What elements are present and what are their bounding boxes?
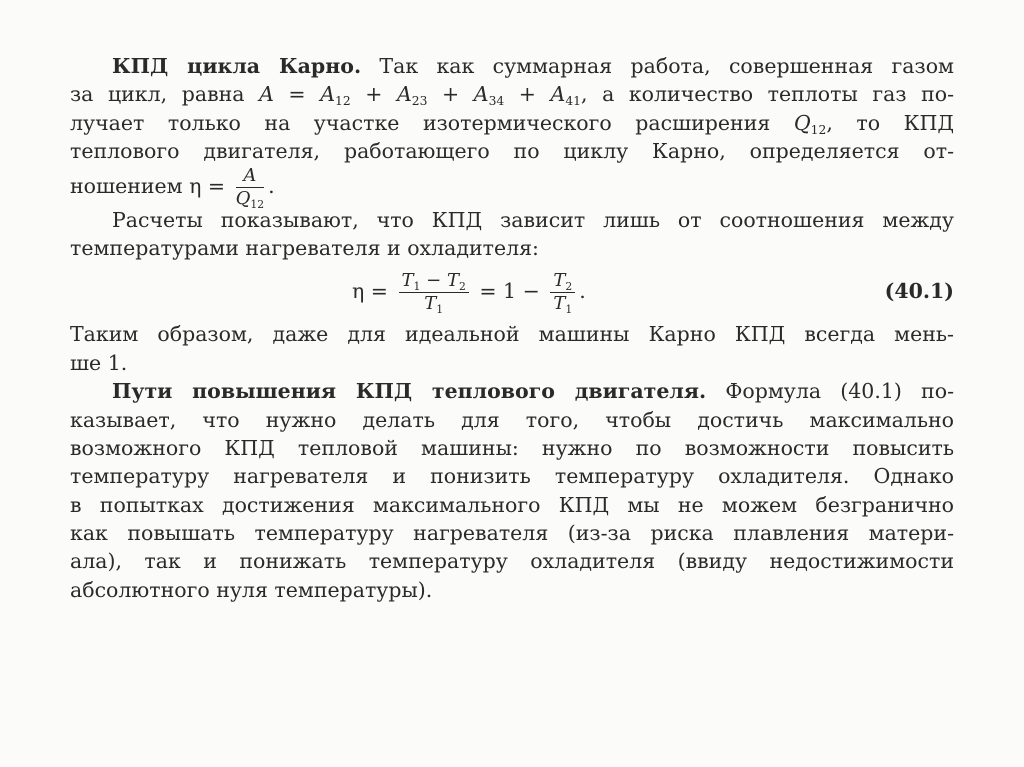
p4-line-6: как повышать температуру нагревателя (из-за риска плавления матери- [70, 521, 954, 546]
efficiency-fraction: $\frac{A}{Q_{12}}$ [235, 164, 265, 211]
text-column [70, 52, 954, 604]
p4-line-2: казывает, что нужно делать для того, чтобы достичь максимально [70, 407, 954, 432]
p4-line-8: абсолютного нуля температуры). [70, 577, 433, 602]
heat-q12: Q [793, 110, 811, 135]
p4-heading: Пути повышения КПД теплового двигателя. [112, 379, 707, 404]
p4-line-1: Пути повышения КПД теплового двигателя. Формула (40.1) по- [112, 379, 954, 404]
fraction-t2-over-t1: $\frac{T_2}{T_1}$ [550, 271, 575, 314]
p3-line-1: Таким образом, даже для идеальной машины Карно КПД всегда мень- [70, 322, 954, 347]
equation-number: (40.1) [884, 279, 954, 304]
work-formula: $A = A_{12} + A_{23} + A_{34} + A_{41}$ [259, 82, 581, 109]
p1-line-3: лучает только на участке изотермического расширения $Q_{12}$, то КПД [70, 110, 954, 137]
p4-line-4: температуру нагревателя и понизить температуру охладителя. Однако [70, 464, 954, 489]
p1-line-2: за цикл, равна $A = A_{12} + A_{23} + A_{34} + A_{41}$, а количество теплоты газ по- [70, 82, 955, 109]
p3-line-2: ше 1. [70, 350, 128, 375]
p1-line-1: КПД цикла Карно. Так как суммарная работа, совершенная газом [112, 54, 954, 78]
fraction-t1-minus-t2: $\frac{T_1 - T_2}{T_1}$ [399, 271, 469, 314]
p1-heading: КПД цикла Карно. [112, 54, 362, 78]
p4-line-3: возможного КПД тепловой машины: нужно по возможности повысить [70, 435, 954, 460]
p1-line-5: ношением η = $\frac{A}{Q_{12}}$ . [70, 164, 275, 211]
p4-line-7: ала), так и понижать температуру охладителя (ввиду недостижимости [70, 549, 954, 574]
equation-40-1: η = $\frac{T_1 - T_2}{T_1}$ = 1 − $\frac{T_2}{T_1}$ . (40.1) [70, 262, 954, 320]
p2-line-2: температурами нагревателя и охладителя: [70, 235, 539, 260]
p1-line-4: теплового двигателя, работающего по циклу Карно, определяется от- [70, 139, 954, 164]
p4-line-5: в попытках достижения максимального КПД мы не можем безгранично [70, 492, 954, 517]
p2-line-1: Расчеты показывают, что КПД зависит лишь от соотношения между [112, 207, 954, 232]
